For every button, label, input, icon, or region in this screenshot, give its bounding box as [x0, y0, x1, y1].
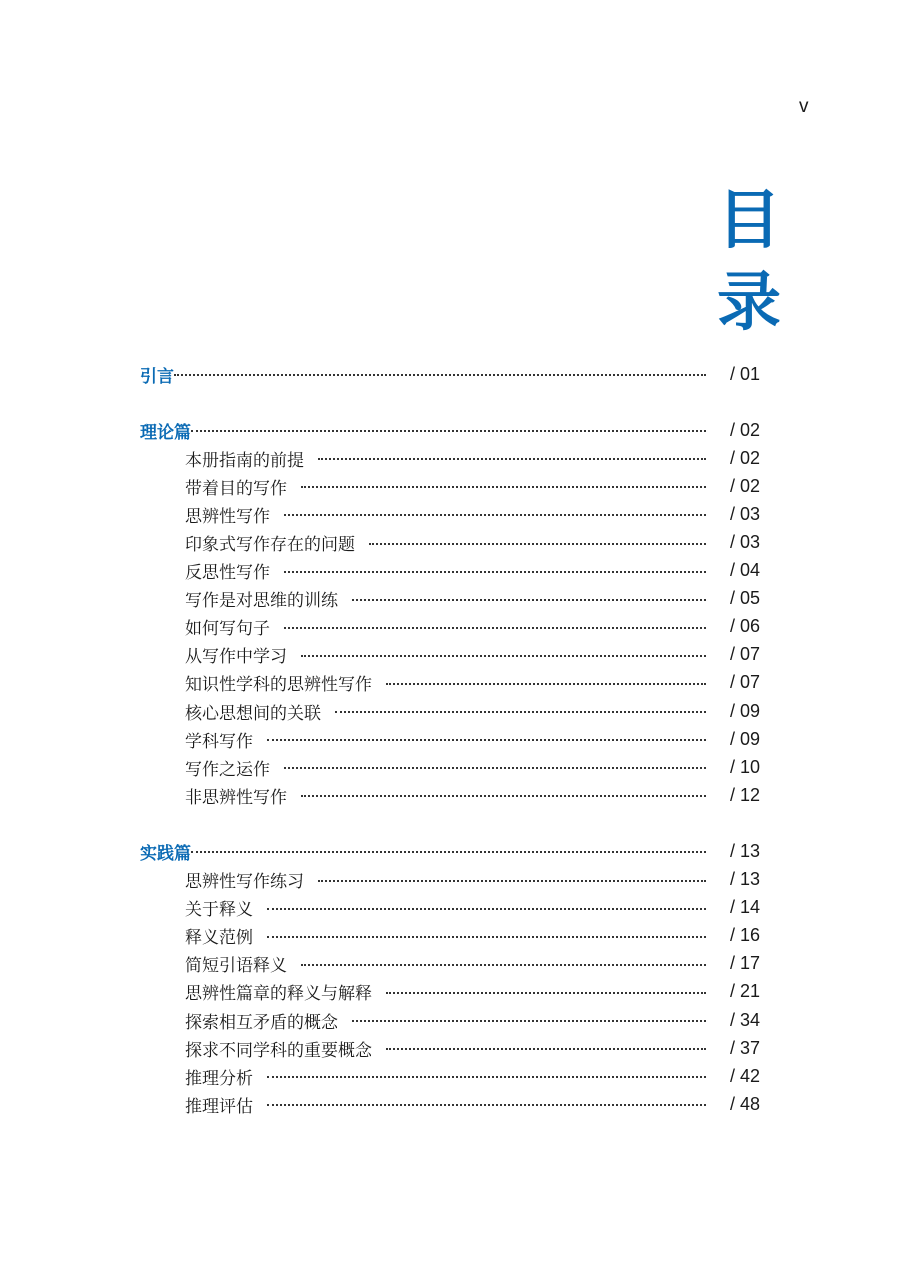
toc-entry-title: 推理评估 — [185, 1096, 253, 1117]
toc-entry-row[interactable] — [140, 669, 760, 697]
toc-page-number: / 04 — [729, 560, 760, 581]
toc-page-number: / 12 — [729, 784, 760, 805]
toc-entry-row[interactable] — [140, 894, 760, 922]
dot-leader — [301, 795, 706, 797]
toc-entry-title: 如何写句子 — [185, 619, 270, 640]
toc-page-number: / 42 — [729, 1065, 760, 1086]
toc-page-number: / 09 — [729, 700, 760, 721]
toc-entry-title: 思辨性写作练习 — [185, 872, 304, 893]
dot-leader — [318, 458, 706, 460]
toc-entry-title: 印象式写作存在的问题 — [185, 535, 355, 556]
dot-leader — [284, 571, 706, 573]
toc-page-number: / 16 — [729, 925, 760, 946]
toc-entry-row[interactable] — [140, 585, 760, 613]
toc-entry-row[interactable] — [140, 753, 760, 781]
toc-entry-title: 写作之运作 — [185, 759, 270, 780]
toc-entry-row[interactable] — [140, 444, 760, 472]
dot-leader — [301, 655, 706, 657]
toc-entry-row[interactable] — [140, 978, 760, 1006]
toc-entry-row[interactable] — [140, 866, 760, 894]
toc-entry-title: 非思辨性写作 — [185, 787, 287, 808]
dot-leader — [284, 627, 706, 629]
dot-leader — [267, 739, 706, 741]
toc-entry-title: 知识性学科的思辨性写作 — [185, 675, 372, 696]
contents-heading-char-1: 目 — [717, 184, 781, 258]
dot-leader — [191, 851, 706, 853]
dot-leader — [335, 711, 706, 713]
toc-page-number: / 37 — [729, 1037, 760, 1058]
section-gap — [140, 388, 760, 416]
toc-section-row[interactable] — [140, 360, 760, 388]
toc-entry-row[interactable] — [140, 1034, 760, 1062]
toc-page-number: / 48 — [729, 1093, 760, 1114]
dot-leader — [267, 1104, 706, 1106]
toc-entry-row[interactable] — [140, 613, 760, 641]
toc-page-number: / 02 — [729, 419, 760, 440]
toc-page-number: / 02 — [729, 475, 760, 496]
dot-leader — [267, 908, 706, 910]
toc-entry-row[interactable] — [140, 1090, 760, 1118]
dot-leader — [352, 1020, 706, 1022]
toc-page-number: / 13 — [729, 840, 760, 861]
toc-page-number: / 17 — [729, 953, 760, 974]
toc-page-number: / 06 — [729, 616, 760, 637]
dot-leader — [174, 374, 706, 376]
toc-page-number: / 13 — [729, 869, 760, 890]
toc-entry-title: 反思性写作 — [185, 563, 270, 584]
toc-entry-title: 带着目的写作 — [185, 478, 287, 499]
table-of-contents — [140, 360, 760, 1118]
toc-page-number: / 09 — [729, 728, 760, 749]
toc-entry-row[interactable] — [140, 781, 760, 809]
toc-entry-title: 写作是对思维的训练 — [185, 591, 338, 612]
toc-entry-row[interactable] — [140, 725, 760, 753]
toc-entry-row[interactable] — [140, 922, 760, 950]
toc-page-number: / 05 — [729, 588, 760, 609]
toc-page-number: / 07 — [729, 644, 760, 665]
dot-leader — [284, 767, 706, 769]
toc-page-number: / 21 — [729, 981, 760, 1002]
contents-heading — [714, 180, 784, 344]
toc-entry-title: 探索相互矛盾的概念 — [185, 1012, 338, 1033]
dot-leader — [301, 964, 706, 966]
dot-leader — [352, 599, 706, 601]
toc-entry-row[interactable] — [140, 641, 760, 669]
dot-leader — [284, 514, 706, 516]
dot-leader — [369, 543, 706, 545]
dot-leader — [386, 683, 706, 685]
toc-page-number: / 14 — [729, 897, 760, 918]
toc-entry-title: 释义范例 — [185, 928, 253, 949]
toc-entry-title: 本册指南的前提 — [185, 450, 304, 471]
toc-section-row[interactable] — [140, 837, 760, 865]
dot-leader — [386, 992, 706, 994]
toc-page-number: / 34 — [729, 1009, 760, 1030]
dot-leader — [267, 1076, 706, 1078]
toc-entry-row[interactable] — [140, 1062, 760, 1090]
toc-section-title: 引言 — [140, 366, 174, 387]
dot-leader — [191, 430, 706, 432]
toc-section-title: 理论篇 — [140, 422, 191, 443]
page-number: v — [799, 96, 809, 117]
toc-section-title: 实践篇 — [140, 843, 191, 864]
toc-entry-title: 核心思想间的关联 — [185, 703, 321, 724]
toc-entry-row[interactable] — [140, 472, 760, 500]
toc-page-number: / 07 — [729, 672, 760, 693]
dot-leader — [386, 1048, 706, 1050]
dot-leader — [267, 936, 706, 938]
toc-entry-title: 思辨性写作 — [185, 506, 270, 527]
toc-entry-row[interactable] — [140, 528, 760, 556]
toc-entry-title: 关于释义 — [185, 900, 253, 921]
toc-page-number: / 10 — [729, 756, 760, 777]
toc-entry-title: 简短引语释义 — [185, 956, 287, 977]
toc-section-row[interactable] — [140, 416, 760, 444]
toc-entry-row[interactable] — [140, 697, 760, 725]
section-gap — [140, 809, 760, 837]
toc-entry-title: 从写作中学习 — [185, 647, 287, 668]
toc-entry-row[interactable] — [140, 1006, 760, 1034]
toc-entry-title: 探求不同学科的重要概念 — [185, 1040, 372, 1061]
toc-page-number: / 01 — [729, 363, 760, 384]
toc-entry-row[interactable] — [140, 557, 760, 585]
toc-entry-title: 推理分析 — [185, 1068, 253, 1089]
toc-entry-title: 学科写作 — [185, 731, 253, 752]
dot-leader — [301, 486, 706, 488]
toc-entry-row[interactable] — [140, 950, 760, 978]
toc-entry-title: 思辨性篇章的释义与解释 — [185, 984, 372, 1005]
toc-page-number: / 03 — [729, 503, 760, 524]
toc-entry-row[interactable] — [140, 500, 760, 528]
toc-page-number: / 03 — [729, 532, 760, 553]
dot-leader — [318, 880, 706, 882]
toc-page-number: / 02 — [729, 447, 760, 468]
contents-heading-char-2: 录 — [717, 266, 781, 340]
